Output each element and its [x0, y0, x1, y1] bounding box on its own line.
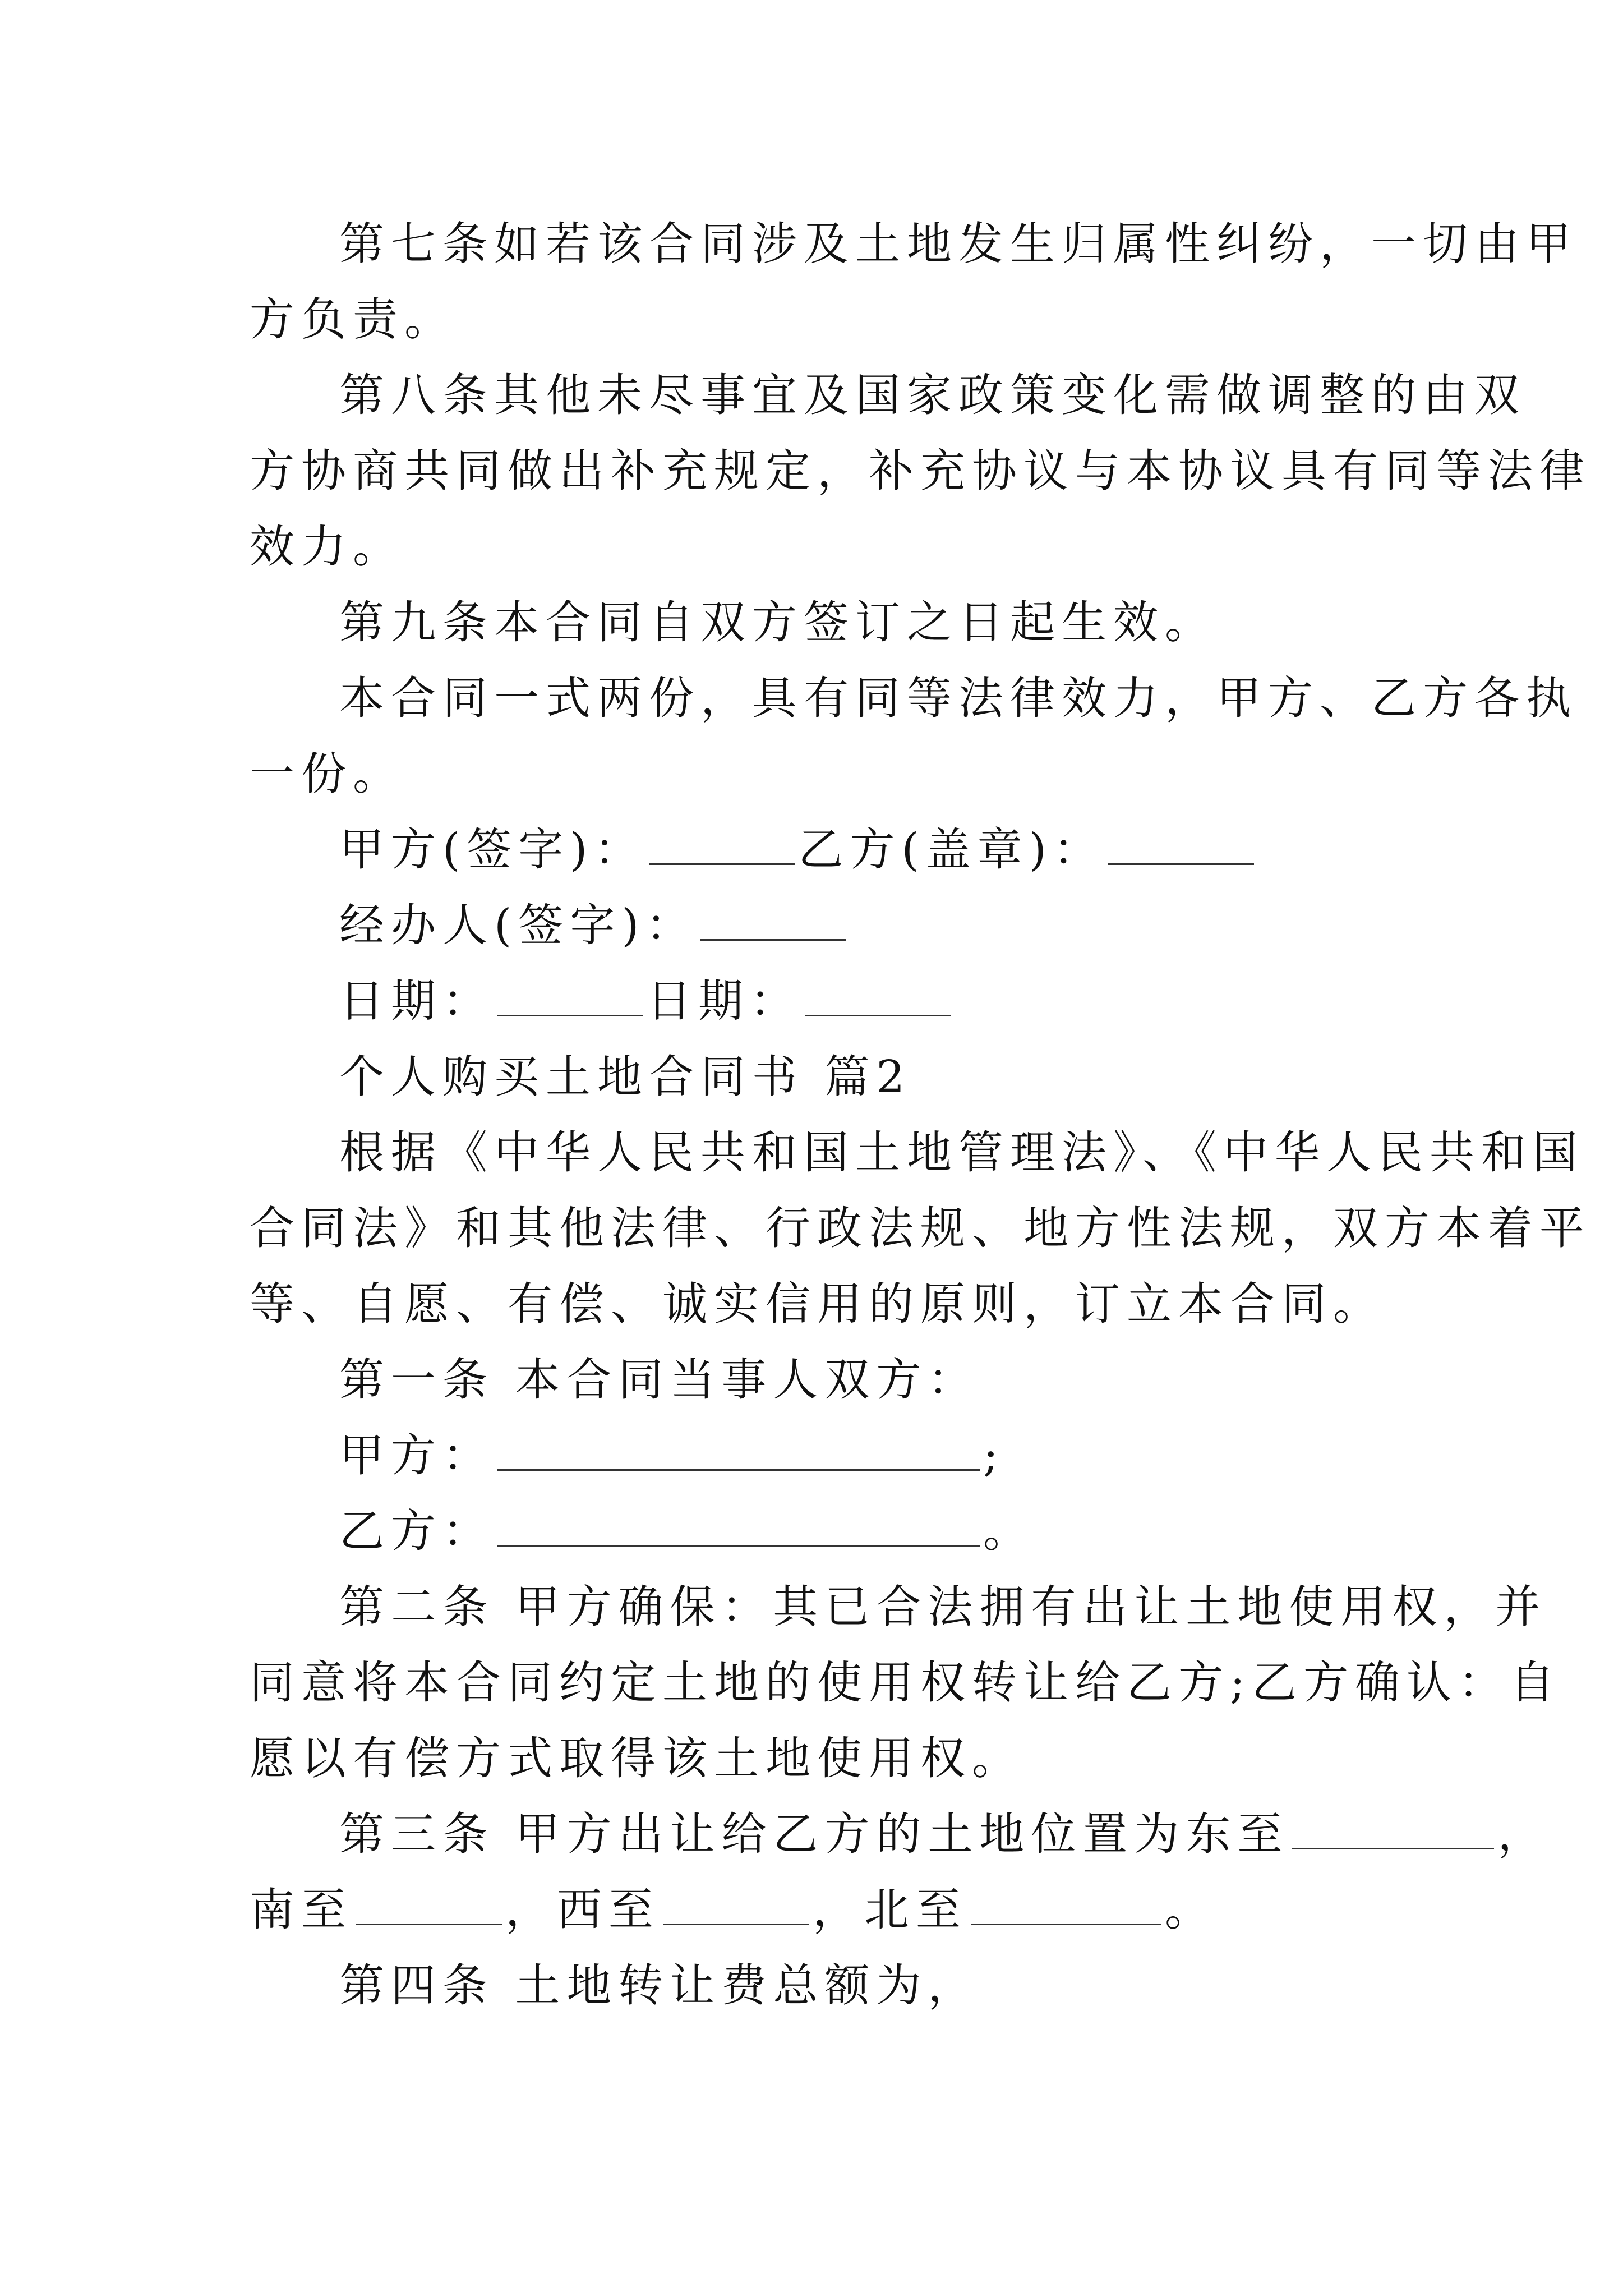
east-blank[interactable] — [1292, 1809, 1494, 1849]
date-label-b: 日期： — [647, 975, 801, 1027]
paragraph-line: 第八条其他未尽事宜及国家政策变化需做调整的由双 — [339, 369, 1526, 421]
date-blank-b[interactable] — [805, 976, 951, 1016]
date-line — [339, 973, 1388, 1029]
paragraph-line: 第二条 甲方确保：其已合法拥有出让土地使用权，并 — [339, 1581, 1547, 1633]
party-a-line — [339, 1428, 1388, 1484]
party-a-signature-label: 甲方(签字)： — [339, 823, 646, 876]
paragraph-line: 效力。 — [250, 521, 404, 573]
paragraph-line: 本合同一式两份，具有同等法律效力，甲方、乙方各执 — [339, 672, 1578, 724]
agent-signature-blank[interactable] — [700, 900, 846, 941]
party-a-label: 甲方： — [339, 1429, 494, 1481]
paragraph-line: 方协商共同做出补充规定，补充协议与本协议具有同等法律 — [250, 445, 1591, 497]
location-end: 。 — [1165, 1884, 1216, 1936]
section-heading: 个人购买土地合同书 篇2 — [339, 1051, 912, 1103]
party-a-signature-blank[interactable] — [649, 824, 795, 865]
date-label-a: 日期： — [339, 975, 494, 1027]
paragraph-line: 第七条如若该合同涉及土地发生归属性纠纷，一切由甲 — [339, 218, 1578, 270]
south-blank[interactable] — [356, 1884, 502, 1925]
north-blank[interactable] — [971, 1884, 1161, 1925]
party-b-seal-blank[interactable] — [1108, 824, 1254, 865]
party-a-blank[interactable] — [497, 1430, 980, 1471]
party-a-end: ; — [983, 1429, 1005, 1481]
paragraph-line: 愿以有偿方式取得该土地使用权。 — [250, 1732, 1023, 1784]
location-line — [339, 1806, 1550, 1862]
east-label: 第三条 甲方出让给乙方的土地位置为东至 — [339, 1808, 1289, 1860]
date-blank-a[interactable] — [497, 976, 643, 1016]
party-b-label: 乙方： — [339, 1505, 494, 1557]
party-b-seal-label: 乙方(盖章)： — [798, 823, 1105, 876]
paragraph-line: 等、自愿、有偿、诚实信用的原则，订立本合同。 — [250, 1278, 1385, 1330]
west-label: ，西至 — [505, 1884, 660, 1936]
west-blank[interactable] — [663, 1884, 809, 1925]
paragraph-line: 第一条 本合同当事人双方： — [339, 1354, 980, 1406]
party-b-line — [339, 1503, 1388, 1559]
paragraph-line: 同意将本合同约定土地的使用权转让给乙方;乙方确认：自 — [250, 1657, 1561, 1709]
location-line — [250, 1882, 1388, 1938]
paragraph-line: 根据《中华人民共和国土地管理法》、《中华人民共和国 — [339, 1126, 1584, 1179]
south-label: 南至 — [250, 1884, 353, 1936]
agent-signature-label: 经办人(签字)： — [339, 899, 698, 951]
paragraph-line: 一份。 — [250, 748, 404, 800]
paragraph-line: 方负责。 — [250, 293, 456, 346]
east-end: ， — [1497, 1808, 1550, 1860]
paragraph-line: 合同法》和其他法律、行政法规、地方性法规，双方本着平 — [250, 1202, 1591, 1254]
north-label: ，北至 — [813, 1884, 967, 1936]
party-b-end: 。 — [983, 1505, 1035, 1557]
signature-line — [339, 822, 1388, 878]
paragraph-line: 第九条本合同自双方签订之日起生效。 — [339, 596, 1216, 648]
party-b-blank[interactable] — [497, 1506, 980, 1547]
paragraph-line: 第四条 土地转让费总额为， — [339, 1959, 980, 2012]
signature-line — [339, 898, 1388, 954]
